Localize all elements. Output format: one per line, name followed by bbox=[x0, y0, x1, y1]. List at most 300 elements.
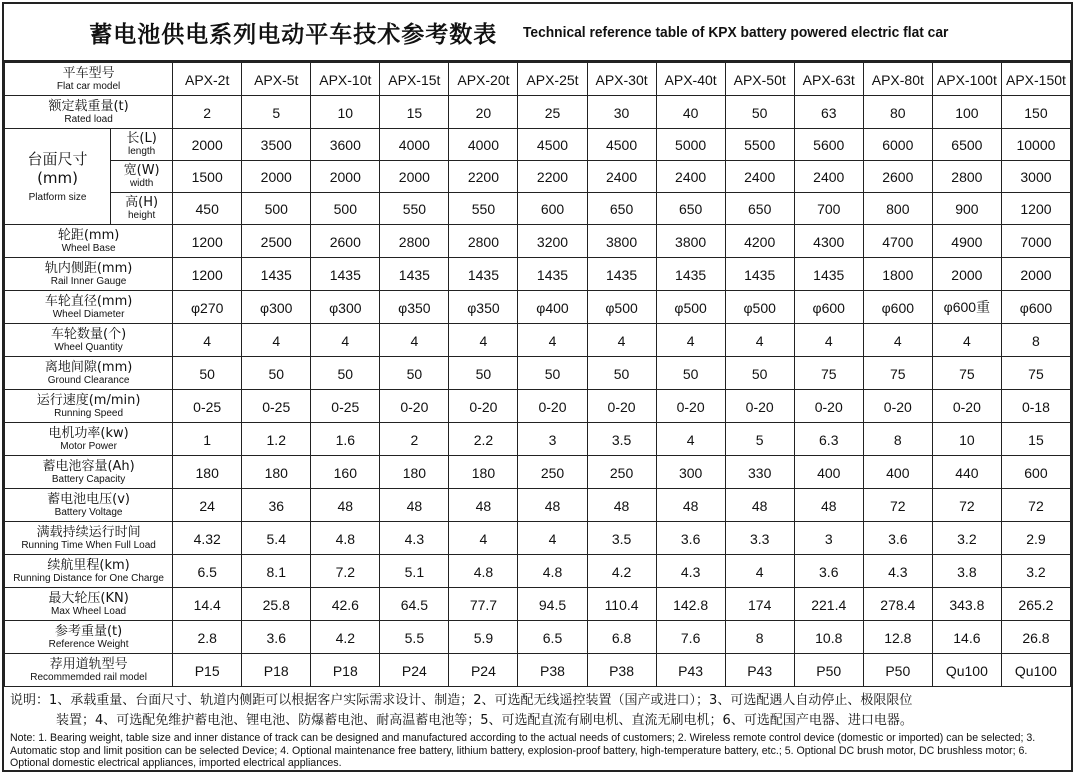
spec-cell bbox=[656, 522, 725, 555]
row-label-cn: 额定载重量(t) bbox=[48, 98, 129, 114]
rated-load-cell bbox=[725, 96, 794, 129]
width-value: 2000 bbox=[329, 169, 361, 185]
spec-value: P43 bbox=[747, 662, 773, 679]
spec-value: 72 bbox=[1028, 497, 1044, 514]
spec-cell bbox=[380, 522, 449, 555]
spec-cell bbox=[725, 324, 794, 357]
spec-value: 250 bbox=[609, 464, 634, 481]
spec-value: 10.8 bbox=[815, 629, 843, 646]
width-cell bbox=[449, 161, 518, 193]
spec-value: 0-20 bbox=[952, 398, 981, 415]
width-value: 2200 bbox=[467, 169, 500, 185]
spec-value: 26.8 bbox=[1022, 629, 1050, 646]
sub-label-en: width bbox=[129, 178, 154, 189]
width-label-cell bbox=[111, 161, 173, 193]
spec-cell bbox=[1001, 489, 1070, 522]
model-name-cell bbox=[311, 63, 380, 96]
spec-value: φ600 bbox=[812, 299, 845, 316]
platform-label-cn: 台面尺寸 bbox=[27, 150, 88, 168]
spec-cell bbox=[173, 423, 242, 456]
spec-value: 15 bbox=[1028, 431, 1044, 448]
rated-load-row bbox=[5, 96, 1071, 129]
spec-value: 180 bbox=[264, 464, 288, 481]
spec-value: 5.1 bbox=[404, 563, 425, 580]
spec-cell bbox=[656, 588, 725, 621]
height-value: 500 bbox=[264, 201, 288, 217]
rated-load-cell bbox=[932, 96, 1001, 129]
spec-cell bbox=[242, 522, 311, 555]
spec-cell bbox=[587, 258, 656, 291]
height-value: 500 bbox=[333, 201, 357, 217]
note-english: Note: 1. Bearing weight, table size and inner distance of track can be designed and manufactured according to the actual needs of customers; 2. Wireless remote control device (domestic or imported) can be selected; 3. Automatic stop and limit position can be selected Device; 4. Optional maintenance free battery, lithium battery, explosion-proof battery, high-temperature battery, etc.; 5. Optional DC brush motor, DC brushless motor; 6. Optional domestic electrical appliances, imported electrical appliances. bbox=[10, 732, 1036, 769]
spec-value: 48 bbox=[406, 497, 423, 514]
spec-value: 1 bbox=[203, 431, 212, 448]
width-cell bbox=[794, 161, 863, 193]
height-cell bbox=[380, 193, 449, 225]
spec-row bbox=[5, 357, 1071, 390]
width-cell bbox=[380, 161, 449, 193]
spec-value: 400 bbox=[817, 464, 841, 481]
rated-load-cell bbox=[656, 96, 725, 129]
spec-cell bbox=[311, 654, 380, 687]
spec-value: 4 bbox=[479, 530, 488, 547]
spec-row bbox=[5, 621, 1071, 654]
spec-value: φ350 bbox=[467, 299, 500, 316]
spec-value: 3.3 bbox=[749, 530, 770, 547]
spec-cell bbox=[587, 357, 656, 390]
spec-value: 72 bbox=[890, 497, 906, 514]
width-cell bbox=[587, 161, 656, 193]
spec-cell bbox=[518, 654, 587, 687]
sub-label-en: height bbox=[128, 210, 156, 221]
row-label-cn: 车轮数量(个) bbox=[51, 326, 127, 342]
spec-cell bbox=[380, 390, 449, 423]
model-name-value: APX-63t bbox=[802, 71, 855, 88]
spec-cell bbox=[311, 390, 380, 423]
spec-cell bbox=[656, 291, 725, 324]
spec-value: 221.4 bbox=[811, 596, 847, 613]
spec-value: 1800 bbox=[882, 266, 914, 283]
row-label-cn: 荐用道轨型号 bbox=[49, 656, 128, 672]
spec-value: P24 bbox=[470, 662, 496, 679]
spec-value: 110.4 bbox=[604, 596, 639, 613]
spec-value: 2000 bbox=[951, 266, 983, 283]
spec-cell bbox=[449, 291, 518, 324]
spec-value: P50 bbox=[885, 662, 911, 679]
spec-cell bbox=[449, 489, 518, 522]
spec-value: 250 bbox=[540, 464, 565, 481]
spec-value: 14.4 bbox=[193, 596, 221, 613]
spec-cell bbox=[656, 456, 725, 489]
spec-value: 0-20 bbox=[883, 398, 912, 415]
spec-cell bbox=[173, 291, 242, 324]
length-value: 4000 bbox=[398, 137, 430, 153]
spec-cell bbox=[932, 357, 1001, 390]
row-label-cn: 蓄电池电压(v) bbox=[47, 491, 130, 507]
spec-label-cell bbox=[5, 324, 173, 357]
spec-cell bbox=[449, 357, 518, 390]
spec-value: 4 bbox=[893, 332, 902, 349]
spec-row bbox=[5, 291, 1071, 324]
spec-cell bbox=[518, 225, 587, 258]
model-name-value: APX-5t bbox=[254, 71, 299, 88]
note-chinese-line-1: 说明：1、承载重量、台面尺寸、轨道内侧距可以根据客户实际需求设计、制造；2、可选配无线遥控装置（国产或进口）；3、可选配遇人自动停止、极限限位 bbox=[10, 693, 913, 708]
spec-value: 3 bbox=[548, 431, 557, 448]
spec-value: 0-20 bbox=[745, 398, 774, 415]
spec-value: P15 bbox=[194, 662, 220, 679]
length-value: 5000 bbox=[675, 137, 707, 153]
spec-value: 1200 bbox=[191, 266, 223, 283]
model-name-value: APX-30t bbox=[595, 71, 648, 88]
width-cell bbox=[932, 161, 1001, 193]
spec-value: P43 bbox=[678, 662, 704, 679]
spec-value: 600 bbox=[1024, 464, 1048, 481]
spec-cell bbox=[518, 390, 587, 423]
spec-value: 1200 bbox=[191, 233, 223, 250]
platform-unit-label: (mm) bbox=[37, 169, 79, 187]
model-name-value: APX-80t bbox=[871, 71, 924, 88]
spec-cell bbox=[242, 654, 311, 687]
spec-cell bbox=[1001, 522, 1070, 555]
spec-cell bbox=[449, 555, 518, 588]
spec-cell bbox=[380, 258, 449, 291]
spec-cell bbox=[311, 621, 380, 654]
rated-load-cell bbox=[794, 96, 863, 129]
row-label-en: Running Time When Full Load bbox=[21, 539, 156, 551]
spec-value: 4700 bbox=[882, 233, 914, 250]
spec-cell bbox=[863, 423, 932, 456]
spec-value: 4.3 bbox=[680, 563, 701, 580]
spec-value: 4 bbox=[686, 431, 695, 448]
spec-value: 64.5 bbox=[400, 596, 428, 613]
row-label-cn: 车轮直径(mm) bbox=[44, 293, 133, 309]
rated-load-cell bbox=[380, 96, 449, 129]
length-cell bbox=[380, 129, 449, 161]
length-value: 3600 bbox=[329, 137, 361, 153]
length-cell bbox=[932, 129, 1001, 161]
spec-label-cell bbox=[5, 588, 173, 621]
width-value: 2800 bbox=[951, 169, 983, 185]
height-value: 550 bbox=[471, 201, 496, 217]
spec-cell bbox=[173, 555, 242, 588]
spec-cell bbox=[932, 621, 1001, 654]
spec-value: P38 bbox=[540, 662, 565, 679]
row-label-cn: 续航里程(km) bbox=[47, 557, 130, 573]
width-value: 2000 bbox=[398, 169, 430, 185]
spec-value: Qu100 bbox=[1014, 662, 1057, 679]
spec-cell bbox=[725, 555, 794, 588]
height-value: 650 bbox=[748, 201, 772, 217]
spec-value: 4 bbox=[824, 332, 833, 349]
spec-value: 48 bbox=[337, 497, 354, 514]
spec-value: 3800 bbox=[605, 233, 638, 250]
spec-cell bbox=[518, 555, 587, 588]
spec-value: 5 bbox=[755, 431, 764, 448]
height-cell bbox=[794, 193, 863, 225]
rated-load-label-cell bbox=[5, 96, 173, 129]
rated-load-cell bbox=[173, 96, 242, 129]
spec-value: 0-20 bbox=[814, 398, 843, 415]
row-label-en: Rail Inner Gauge bbox=[50, 275, 127, 287]
spec-value: 3 bbox=[824, 530, 833, 547]
spec-cell bbox=[1001, 324, 1070, 357]
spec-cell bbox=[794, 324, 863, 357]
platform-width-row bbox=[5, 161, 1071, 193]
spec-cell bbox=[863, 291, 932, 324]
height-value: 550 bbox=[402, 201, 427, 217]
model-name-cell bbox=[863, 63, 932, 96]
row-label-cn: 轮距(mm) bbox=[57, 227, 120, 243]
model-name-cell bbox=[1001, 63, 1070, 96]
spec-cell bbox=[656, 423, 725, 456]
spec-cell bbox=[932, 489, 1001, 522]
spec-cell bbox=[794, 357, 863, 390]
spec-value: 343.8 bbox=[949, 596, 985, 613]
spec-value: φ500 bbox=[743, 299, 776, 316]
height-label-cell bbox=[111, 193, 173, 225]
width-cell bbox=[173, 161, 242, 193]
height-value: 900 bbox=[955, 201, 979, 217]
spec-cell bbox=[794, 225, 863, 258]
height-value: 450 bbox=[195, 201, 219, 217]
spec-cell bbox=[1001, 621, 1070, 654]
spec-cell bbox=[449, 225, 518, 258]
spec-value: 0-20 bbox=[538, 398, 567, 415]
row-label-en: Wheel Quantity bbox=[54, 341, 123, 353]
rated-load-cell bbox=[863, 96, 932, 129]
spec-cell bbox=[311, 291, 380, 324]
spec-cell bbox=[518, 258, 587, 291]
height-cell bbox=[725, 193, 794, 225]
spec-cell bbox=[449, 258, 518, 291]
sub-label-cn: 高(H) bbox=[125, 195, 159, 210]
rated-load-value: 30 bbox=[613, 104, 630, 121]
spec-cell bbox=[173, 357, 242, 390]
rated-load-cell bbox=[242, 96, 311, 129]
spec-value: 94.5 bbox=[538, 596, 567, 613]
spec-value: 4 bbox=[410, 332, 419, 349]
spec-cell bbox=[725, 621, 794, 654]
spec-value: 72 bbox=[959, 497, 975, 514]
spec-cell bbox=[932, 390, 1001, 423]
spec-value: 174 bbox=[748, 596, 772, 613]
spec-value: 3200 bbox=[536, 233, 569, 250]
spec-value: 1.2 bbox=[266, 431, 286, 448]
spec-cell bbox=[173, 489, 242, 522]
spec-value: 0-20 bbox=[400, 398, 429, 415]
spec-value: 50 bbox=[337, 365, 354, 382]
spec-value: 48 bbox=[613, 497, 630, 514]
spec-value: 0-25 bbox=[193, 398, 222, 415]
spec-value: 3.5 bbox=[611, 431, 632, 448]
spec-cell bbox=[794, 291, 863, 324]
spec-label-cell bbox=[5, 390, 173, 423]
spec-cell bbox=[380, 588, 449, 621]
spec-cell bbox=[656, 258, 725, 291]
length-value: 6500 bbox=[951, 137, 983, 153]
width-value: 2000 bbox=[260, 169, 292, 185]
spec-cell bbox=[863, 588, 932, 621]
spec-value: 8 bbox=[1032, 332, 1040, 349]
spec-cell bbox=[932, 324, 1001, 357]
model-label-cell bbox=[5, 63, 173, 96]
header-row bbox=[5, 63, 1071, 96]
spec-cell bbox=[242, 291, 311, 324]
spec-value: 2600 bbox=[329, 233, 361, 250]
width-value: 1500 bbox=[191, 169, 223, 185]
model-name-value: APX-20t bbox=[457, 71, 510, 88]
spec-label-cell bbox=[5, 489, 173, 522]
spec-value: 1435 bbox=[605, 266, 638, 283]
spec-cell bbox=[518, 291, 587, 324]
spec-cell bbox=[932, 654, 1001, 687]
spec-cell bbox=[587, 489, 656, 522]
spec-cell bbox=[794, 258, 863, 291]
spec-value: 5.5 bbox=[404, 629, 425, 646]
row-label-en: Wheel Base bbox=[61, 242, 116, 254]
sub-label-cn: 长(L) bbox=[126, 131, 157, 146]
spec-cell bbox=[449, 654, 518, 687]
spec-value: 0-20 bbox=[676, 398, 705, 415]
spec-value: 4.2 bbox=[611, 563, 632, 580]
spec-cell bbox=[587, 225, 656, 258]
spec-cell bbox=[725, 225, 794, 258]
spec-cell bbox=[173, 456, 242, 489]
width-cell bbox=[863, 161, 932, 193]
spec-cell bbox=[242, 555, 311, 588]
spec-cell bbox=[863, 357, 932, 390]
spec-row bbox=[5, 489, 1071, 522]
spec-cell bbox=[656, 357, 725, 390]
spec-value: 48 bbox=[820, 497, 837, 514]
spec-label-cell bbox=[5, 654, 173, 687]
height-cell bbox=[932, 193, 1001, 225]
spec-cell bbox=[242, 258, 311, 291]
length-value: 4500 bbox=[536, 137, 569, 153]
spec-cell bbox=[242, 423, 311, 456]
height-value: 650 bbox=[678, 201, 703, 217]
spec-cell bbox=[311, 324, 380, 357]
spec-cell bbox=[242, 621, 311, 654]
spec-cell bbox=[518, 621, 587, 654]
spec-cell bbox=[656, 489, 725, 522]
model-name-value: APX-40t bbox=[664, 71, 717, 88]
model-name-value: APX-15t bbox=[388, 71, 441, 88]
spec-row bbox=[5, 324, 1071, 357]
model-name-cell bbox=[656, 63, 725, 96]
spec-cell bbox=[725, 258, 794, 291]
spec-label-cell bbox=[5, 258, 173, 291]
length-value: 4000 bbox=[467, 137, 500, 153]
length-value: 2000 bbox=[191, 137, 223, 153]
height-cell bbox=[449, 193, 518, 225]
spec-cell bbox=[725, 654, 794, 687]
spec-value: 50 bbox=[475, 365, 492, 382]
spec-value: 10 bbox=[959, 431, 975, 448]
spec-cell bbox=[725, 456, 794, 489]
spec-row bbox=[5, 258, 1071, 291]
spec-cell bbox=[1001, 555, 1070, 588]
spec-value: 3800 bbox=[675, 233, 707, 250]
spec-value: 4.32 bbox=[193, 530, 221, 547]
length-cell bbox=[1001, 129, 1070, 161]
row-label-en: Wheel Diameter bbox=[52, 308, 125, 320]
spec-value: 400 bbox=[886, 464, 910, 481]
spec-sheet bbox=[2, 2, 1073, 772]
width-cell bbox=[725, 161, 794, 193]
platform-size-label-cell bbox=[5, 129, 111, 225]
row-label-cn: 运行速度(m/min) bbox=[36, 392, 141, 408]
spec-cell bbox=[380, 291, 449, 324]
spec-label-cell bbox=[5, 423, 173, 456]
rated-load-value: 15 bbox=[406, 104, 423, 121]
spec-value: 8 bbox=[755, 629, 764, 646]
spec-value: P18 bbox=[263, 662, 289, 679]
spec-cell bbox=[725, 390, 794, 423]
model-name-value: APX-100t bbox=[936, 71, 997, 88]
row-label-en: Running Speed bbox=[54, 407, 124, 419]
row-label-en: Motor Power bbox=[60, 440, 117, 452]
title-english: Technical reference table of KPX battery powered electric flat car bbox=[523, 23, 949, 41]
model-name-cell bbox=[173, 63, 242, 96]
spec-value: 6.5 bbox=[542, 629, 563, 646]
rated-load-value: 100 bbox=[955, 104, 979, 121]
spec-cell bbox=[518, 489, 587, 522]
spec-value: 4.8 bbox=[473, 563, 494, 580]
spec-cell bbox=[794, 423, 863, 456]
rated-load-value: 10 bbox=[337, 104, 354, 121]
spec-value: 3.6 bbox=[888, 530, 908, 547]
spec-cell bbox=[725, 357, 794, 390]
spec-cell bbox=[518, 588, 587, 621]
spec-value: φ400 bbox=[536, 299, 569, 316]
spec-cell bbox=[518, 357, 587, 390]
spec-cell bbox=[794, 621, 863, 654]
spec-value: 6.5 bbox=[197, 563, 217, 580]
spec-cell bbox=[1001, 258, 1070, 291]
spec-cell bbox=[587, 324, 656, 357]
length-value: 10000 bbox=[1016, 137, 1056, 153]
spec-value: 8 bbox=[893, 431, 902, 448]
length-cell bbox=[656, 129, 725, 161]
spec-cell bbox=[794, 588, 863, 621]
spec-value: 0-20 bbox=[469, 398, 498, 415]
spec-cell bbox=[863, 225, 932, 258]
height-value: 600 bbox=[540, 201, 565, 217]
spec-value: 50 bbox=[406, 365, 423, 382]
spec-cell bbox=[725, 522, 794, 555]
spec-cell bbox=[449, 324, 518, 357]
spec-value: 180 bbox=[402, 464, 427, 481]
spec-value: 1.6 bbox=[335, 431, 356, 448]
spec-value: 48 bbox=[682, 497, 699, 514]
width-value: 2400 bbox=[605, 169, 638, 185]
spec-cell bbox=[794, 456, 863, 489]
spec-cell bbox=[311, 588, 380, 621]
spec-cell bbox=[1001, 390, 1070, 423]
spec-value: 1435 bbox=[260, 266, 292, 283]
spec-value: 12.8 bbox=[884, 629, 912, 646]
platform-label-en: Platform size bbox=[28, 192, 87, 203]
spec-cell bbox=[242, 357, 311, 390]
spec-cell bbox=[587, 522, 656, 555]
spec-value: 0-20 bbox=[607, 398, 636, 415]
spec-cell bbox=[449, 456, 518, 489]
length-cell bbox=[725, 129, 794, 161]
spec-value: 50 bbox=[268, 365, 285, 382]
spec-label-cell bbox=[5, 291, 173, 324]
spec-cell bbox=[173, 390, 242, 423]
